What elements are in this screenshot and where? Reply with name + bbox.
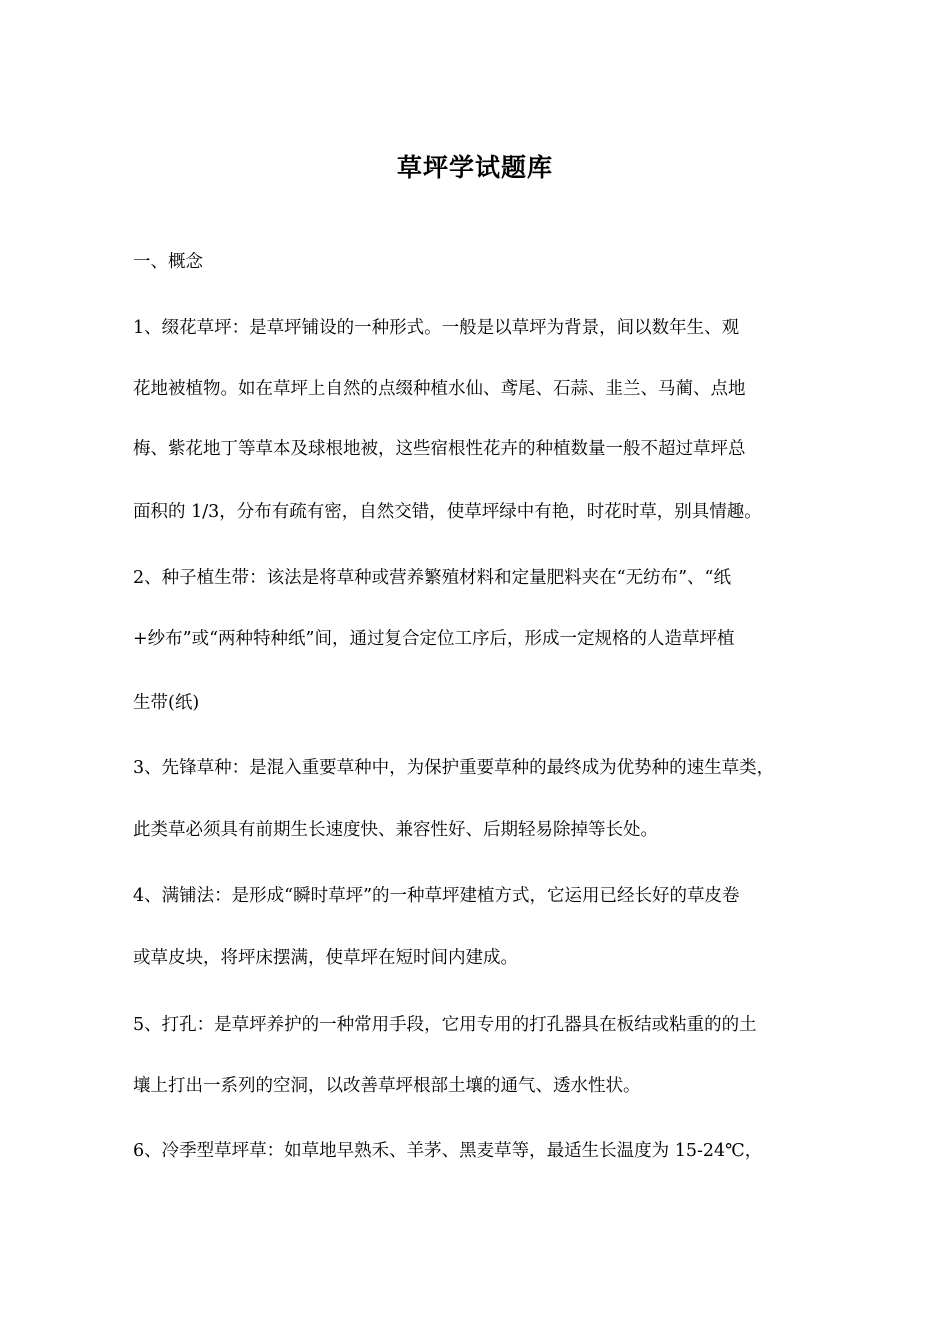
text-line: 花地被植物。如在草坪上自然的点缀种植水仙、鸢尾、石蒜、韭兰、马蔺、点地 [133, 379, 746, 399]
text-line: 面积的 1/3，分布有疏有密，自然交错，使草坪绿中有艳，时花时草，别具情趣。 [133, 502, 762, 522]
text-line: 2、种子植生带：该法是将草种或营养繁殖材料和定量肥料夹在“无纺布”、“纸 [133, 568, 731, 588]
text-line: 4、满铺法：是形成“瞬时草坪”的一种草坪建植方式，它运用已经长好的草皮卷 [133, 886, 740, 906]
text-line: 6、冷季型草坪草：如草地早熟禾、羊茅、黑麦草等，最适生长温度为 15-24℃， [133, 1141, 763, 1161]
text-line: 壤上打出一系列的空洞，以改善草坪根部土壤的通气、透水性状。 [133, 1076, 641, 1096]
text-line: 此类草必须具有前期生长速度快、兼容性好、后期轻易除掉等长处。 [133, 820, 658, 840]
text-line: 梅、紫花地丁等草本及球根地被，这些宿根性花卉的种植数量一般不超过草坪总 [133, 439, 746, 459]
section-heading: 一、概念 [133, 252, 203, 272]
text-line: 生带(纸) [133, 693, 200, 713]
text-line: 3、先锋草种：是混入重要草种中，为保护重要草种的最终成为优势种的速生草类， [133, 758, 775, 778]
text-line: +纱布”或“两种特种纸”间，通过复合定位工序后，形成一定规格的人造草坪植 [133, 629, 735, 649]
text-line: 1、缀花草坪：是草坪铺设的一种形式。一般是以草坪为背景，间以数年生、观 [133, 318, 740, 338]
text-line: 5、打孔：是草坪养护的一种常用手段，它用专用的打孔器具在板结或粘重的的土 [133, 1015, 757, 1035]
text-line: 或草皮块，将坪床摆满，使草坪在短时间内建成。 [133, 948, 518, 968]
page-title: 草坪学试题库 [396, 153, 553, 182]
